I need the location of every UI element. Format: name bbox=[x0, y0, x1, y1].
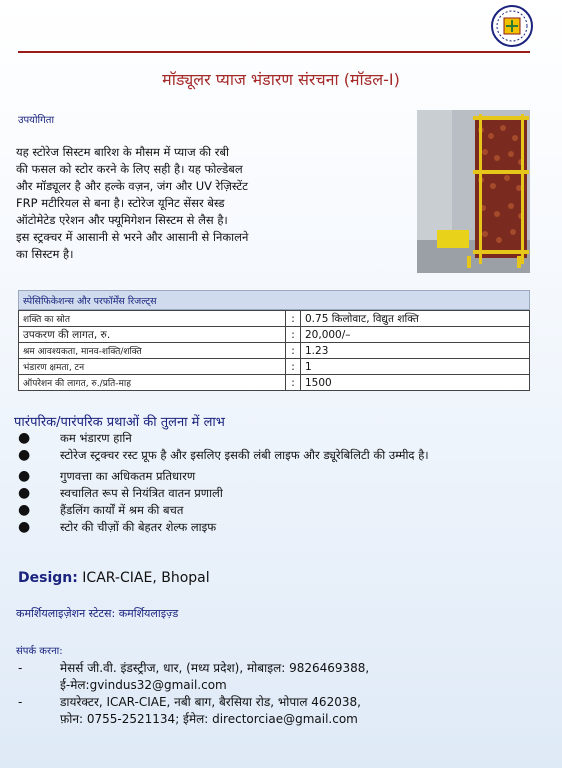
usefulness-line: की फसल को स्टोर करने के लिए सही है। यह फोल्डेबल bbox=[16, 162, 243, 176]
spec-value: 1.23 bbox=[301, 343, 530, 359]
icar-logo bbox=[490, 4, 534, 48]
usefulness-line: का सिस्टम है। bbox=[16, 247, 74, 261]
spec-value: 20,000/– bbox=[301, 327, 530, 343]
contact-line: फ़ोन: 0755-2521134; ईमेल: directorciae@gmail.com bbox=[60, 712, 358, 726]
table-row bbox=[19, 343, 530, 359]
spec-value: 0.75 किलोवाट, विद्युत शक्ति bbox=[301, 311, 530, 327]
spec-label: भंडारण क्षमता, टन bbox=[19, 359, 286, 375]
design-label: Design: bbox=[18, 570, 78, 586]
list-item bbox=[18, 519, 518, 536]
list-item-text: कम भंडारण हानि bbox=[60, 431, 132, 445]
list-item-text: हैंडलिंग कार्यों में श्रम की बचत bbox=[60, 503, 184, 517]
list-item bbox=[18, 485, 518, 502]
spec-label: शक्ति का स्रोत bbox=[19, 311, 286, 327]
list-item bbox=[18, 447, 518, 464]
design-value: ICAR-CIAE, Bhopal bbox=[77, 570, 210, 586]
contact-item bbox=[18, 660, 538, 694]
spec-label: ऑपरेशन की लागत, रु./प्रति-माह bbox=[19, 375, 286, 391]
list-item-text: गुणवत्ता का अधिकतम प्रतिधारण bbox=[60, 469, 196, 483]
list-item bbox=[18, 430, 518, 447]
contact-item bbox=[18, 694, 538, 728]
list-item bbox=[18, 468, 518, 485]
usefulness-heading: उपयोगिता bbox=[18, 115, 55, 126]
spec-label: उपकरण की लागत, रु. bbox=[19, 327, 286, 343]
bullet-marker: ● bbox=[18, 430, 31, 446]
spec-value: 1 bbox=[301, 359, 530, 375]
specs-table bbox=[18, 310, 530, 391]
contact-line: ई-मेल:gvindus32@gmail.com bbox=[60, 678, 227, 692]
contact-line: मेसर्स जी.वी. इंडस्ट्रीज, धार, (मध्य प्रदेश), मोबाइल: 9826469388, bbox=[60, 661, 370, 675]
contact-heading: संपर्क करना: bbox=[16, 646, 63, 657]
storage-structure-photo bbox=[417, 110, 530, 273]
table-row bbox=[19, 327, 530, 343]
page-title: मॉड्यूलर प्याज भंडारण संरचना (मॉडल-I) bbox=[162, 70, 400, 89]
list-item-text: स्टोरेज स्ट्रक्चर रस्ट प्रूफ है और इसलिए इसकी लंबी लाइफ और ड्यूरेबिलिटी की उम्मीद है। bbox=[60, 448, 429, 462]
table-row bbox=[19, 311, 530, 327]
table-row bbox=[19, 359, 530, 375]
contact-line: डायरेक्टर, ICAR-CIAE, नबी बाग, बैरसिया रोड, भोपाल 462038, bbox=[60, 695, 361, 709]
commercialization-status: कमर्शियलाइज़ेशन स्टेटस: कमर्शियलाइज़्ड bbox=[16, 607, 179, 620]
spec-separator: : bbox=[286, 359, 301, 375]
spec-separator: : bbox=[286, 343, 301, 359]
usefulness-line: FRP मटीरियल से बना है। स्टोरेज यूनिट सेंसर बेस्ड bbox=[16, 196, 225, 210]
table-row bbox=[19, 375, 530, 391]
contact-marker: - bbox=[18, 661, 23, 675]
list-item-text: स्टोर की चीज़ों की बेहतर शेल्फ लाइफ bbox=[60, 520, 217, 534]
benefits-heading: पारंपरिक/पारंपरिक प्रथाओं की तुलना में लाभ bbox=[14, 415, 225, 430]
header-rule bbox=[18, 51, 530, 53]
list-item bbox=[18, 502, 518, 519]
contact-marker: - bbox=[18, 695, 23, 709]
bullet-marker: ● bbox=[18, 502, 31, 518]
spec-separator: : bbox=[286, 375, 301, 391]
bullet-marker: ● bbox=[18, 468, 31, 484]
usefulness-line: और मॉड्यूलर है और हल्के वज़न, जंग और UV रेज़िस्टेंट bbox=[16, 179, 248, 193]
list-item-text: स्वचालित रूप से नियंत्रित वातन प्रणाली bbox=[60, 486, 223, 500]
benefits-list bbox=[18, 430, 518, 536]
spec-label: श्रम आवश्यकता, मानव-शक्ति/शक्ति bbox=[19, 343, 286, 359]
bullet-marker: ● bbox=[18, 447, 31, 463]
usefulness-line: ऑटोमेटेड एरेशन और फ्यूमिगेशन सिस्टम से लैस है। bbox=[16, 213, 228, 227]
bullet-marker: ● bbox=[18, 519, 31, 535]
usefulness-line: इस स्ट्रक्चर में आसानी से भरने और आसानी से निकालने bbox=[16, 230, 249, 244]
specs-heading: स्पेसिफिकेशन्स और परफॉर्मेंस रिजल्ट्स bbox=[18, 290, 530, 310]
spec-separator: : bbox=[286, 327, 301, 343]
design-credit bbox=[18, 570, 210, 586]
contact-list bbox=[18, 660, 538, 728]
usefulness-line: यह स्टोरेज सिस्टम बारिश के मौसम में प्याज की रबी bbox=[16, 145, 230, 159]
spec-value: 1500 bbox=[301, 375, 530, 391]
spec-separator: : bbox=[286, 311, 301, 327]
usefulness-paragraph bbox=[16, 144, 416, 263]
bullet-marker: ● bbox=[18, 485, 31, 501]
